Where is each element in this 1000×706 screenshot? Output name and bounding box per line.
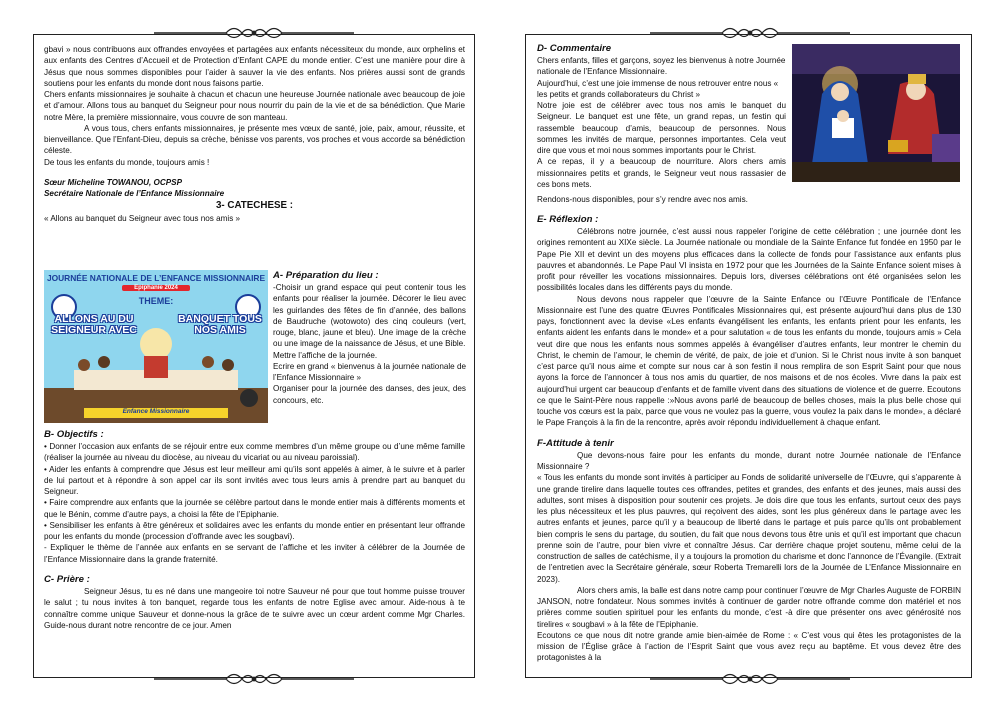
objectif-item: • Donner l’occasion aux enfants de se réjouir entre eux comme membres d’un même groupe ou d’une même famille (réaliser la journée au niveau du diocèse, au niveau du vicariat ou au niveau paroissial). [44,442,465,463]
preparation-paragraph: Ecrire en grand « bienvenus à la journée nationale de l’Enfance Missionnaire » [273,361,466,383]
poster-theme-left: ALLONS AU DU SEIGNEUR AVEC [51,313,137,337]
event-poster-image [44,270,268,423]
commentaire-paragraph: Chers enfants, filles et garçons, soyez les bienvenus à notre Journée nationale de l’Enfance Missionnaire. [537,56,786,77]
reflexion-paragraph: Célébrons notre journée, c’est aussi nous rappeler l’origine de cette célébration ; une journée dont les origines remontent au XIXe siècle. La Journée nationale ou mondiale de la Sainte Enfance fut fondée en 1950 par le Pape Pie XII et devint un des moyens plus efficaces dans la collecte de fonds pour l’assistance aux enfants plus pauvres et abandonnés. Le Pape Paul VI insista en 1972 pour que les Journées de la Sainte Enfance soient mises à profit pour réveiller les vocations missionnaires. Depuis lors, diverses célébrations ont été organisées selon les possibilités locales dans les différents pays du monde. [537,227,961,293]
catechese-heading: 3- CATECHESE : [215,200,294,212]
commentaire-paragraph: Aujourd’hui, c’est une joie immense de nous retrouver entre nous « les petits et grands collaborateurs du Christ » [537,78,779,99]
objectif-item: - Expliquer le thème de l’année aux enfants en se servant de l’affiche et les inviter à célébrer de la Journée de l’Enfance Missionnaire dans la grande fraternité. [44,543,465,564]
reflexion-section [537,213,961,664]
intro-paragraph: gbavi » nous contribuons aux offrandes envoyées et partagées aux enfants nécessiteux du monde, aux orphelins et aux enfants des Centres d’Accueil et de Protection d’Enfant CAPE du monde entier. C’est une manière pour dire à Jésus que nous sommes disponibles pour l’aider à sauver la vie des enfants. Nos prières aussi sont de grands soutiens pour les enfants du monde dont nous faisons partie. [44,45,465,88]
commentaire-paragraph: A ce repas, il y a beaucoup de nourriture. Alors chers amis missionnaires petits et grands, le Seigneur veut nous rassasier de ces bons mets. [537,157,786,189]
commentaire-section [537,42,786,205]
attitude-paragraph: Que devons-nous faire pour les enfants du monde, durant notre Journée nationale de l’Enfance Missionnaire ? [537,450,961,472]
reflexion-heading: E- Réflexion : [537,214,599,225]
bottom-left-ornament [154,670,354,688]
closing-greeting: De tous les enfants du monde, toujours amis ! [44,157,210,167]
poster-illustration [44,270,268,423]
preparation-paragraph: Mettre l’affiche de la journée. [273,350,378,360]
attitude-heading: F-Attitude à tenir [537,437,614,449]
priere-heading: C- Prière : [44,573,90,585]
bottom-right-ornament [650,670,850,688]
intro-paragraph: Chers enfants missionnaires je souhaite à chacun et chacun une heureuse Journée nationale avec beaucoup de joie et d’amour. Allons tous au banquet du Seigneur pour nous nourrir du pain de la vie et de sa bénédiction. Que Marie notre Mère, la première missionnaire, vous couvre de son manteau. [44,90,465,122]
top-left-ornament [154,24,354,42]
attitude-paragraph: Alors chers amis, la balle est dans notre camp pour continuer l’œuvre de Mgr Charles Auguste de FORBIN JANSON, notre fondateur. Nous sommes invités à continuer de garder notre offrande comme don matériel et nos prières comme soutien spirituel pour les enfants du monde, c’est -à dire que présenter ons avec générosité nos tirelires « sougbavi » à la fête de l’Epiphanie. [537,585,961,629]
poster-theme-label: THEME: [138,296,174,306]
priere-paragraph: Seigneur Jésus, tu es né dans une mangeoire toi notre Sauveur né pour que tout homme puisse trouver le salut ; tu nous invites à ton banquet, regarde tous les enfants de notre Eglise avec amour. Aide-nous à te connaître comme unique Sauveur et donne-nous la grâce de te suivre avec un cœur ardent comme Mgr Charles. Guide-nous durant notre rencontre de ce jour. Amen [44,587,465,630]
nativity-illustration [792,44,960,182]
preparation-paragraph: -Choisir un grand espace qui peut contenir tous les enfants pour réaliser la journée. Décorer le lieu avec les guirlandes des fêtes de fin d’année, des ballons de Baudruche (wotowoto) des cinq couleurs (vert, rouge, blanc, jaune et bleu). Une image de la crèche ou une image de la naissance de Jésus, et une Bible. [273,283,466,349]
preparation-heading: A- Préparation du lieu : [273,270,379,281]
preparation-paragraph: Organiser pour la journée des danses, des jeux, des concours, etc. [273,384,466,405]
commentaire-heading: D- Commentaire [537,43,612,54]
catechese-subtitle: « Allons au banquet du Seigneur avec tous nos amis » [44,213,241,223]
intro-paragraph: A vous tous, chers enfants missionnaires, je présente mes vœux de santé, joie, paix, amour, réussite, et bienveillance. Que l’Enfant-Dieu, depuis sa crèche, bénisse vos parents, vos proches et vous accorde sa bénédiction céleste. [44,123,465,156]
top-right-ornament [650,24,850,42]
poster-title: JOURNÉE NATIONALE DE L’ENFANCE MISSIONNAIRE [46,273,266,283]
poster-epiphanie-badge: Epiphanie 2024 [122,285,190,291]
left-intro-block [44,44,465,224]
commentaire-paragraph: Notre joie est de célébrer avec tous nos amis le banquet du Seigneur. Le banquet est une fête, un grand repas, un festin qui rassemble beaucoup d’amis, beaucoup de personnes. Nous sommes les invités de marque, personnes importantes. Cela veut dire que vous et moi nous sommes importants pour le Christ. [537,101,786,156]
signature-name: Sœur Micheline TOWANOU, OCPSP [44,177,182,187]
signature-title: Secrétaire Nationale de l’Enfance Missionnaire [44,189,225,198]
objectif-item: • Aider les enfants à comprendre que Jésus est leur meilleur ami qu’ils sont appelés à aimer, à le suivre et à parler de lui partout et à répondre à son appel car ils sont invités avec tous leurs amis à prendre part au banquet du Seigneur. [44,464,465,497]
attitude-paragraph: Ecoutons ce que nous dit notre grande amie bien-aimée de Rome : « C’est vous qui êtes les protagonistes de la mission de l’Église grâce à l’action de l’Esprit Saint que vous avez reçu au baptême. Et vous devez être des protagonistes à la [537,630,961,663]
reflexion-paragraph: Nous devons nous rappeler que l’œuvre de la Sainte Enfance ou l’Œuvre Pontificale de l’Enfance Missionnaire est l’une des quatre Œuvres Pontificales Missionnaires qui, est présente aujourd’hui dans plus de 130 pays, fonctionnent avec la devise «Les enfants évangélisent les enfants, les enfants prient pour les enfants, les enfants aident les enfants dans le monde» et a pour salutation « de tous les enfants du monde, toujours amis » Cela veut dire que nous les enfants nous sommes appelés à évangéliser d’autres enfants, leur montrer le chemin du Christ, le chemin de l’amour, le chemin de vérité, de paix, de joie et d’union. Si le Christ nous invite à son banquet c’est parce qu’il nous aime et compte sur nous car à son festin il nous remplira de son Esprit Saint pour que nous ayons la force de l’annoncer à tous nos amis du quartier, de nos maisons et de nos écoles. Vivre dans la paix est aujourd’hui urgent car beaucoup d’enfants et de famille vivent dans des situations de violence et de guerre. Ecoutons ce que le Saint-Père nous rappelle :»Nous avons parlé de beaucoup de belles choses, mais la plus belle chose qui touche vos cœurs est la paix, parce que vous ne voulez pas la guerre, vous voulez la paix dans le monde», a déclaré le Pape François à la fin de la rencontre, après avoir répondu individuellement à chaque enfant. [537,294,961,428]
nativity-painting [792,44,960,182]
objectif-item: • Faire comprendre aux enfants que la journée se célèbre partout dans le monde entier mais à différents moments et que le Bénin, comme d’autre pays, a choisi la fête de l’Epiphanie. [44,498,465,519]
preparation-section [273,269,466,406]
commentaire-paragraph: Rendons-nous disponibles, pour s’y rendre avec nos amis. [537,195,748,205]
objectif-item: • Sensibiliser les enfants à être généreux et solidaires avec les enfants du monde entier en présentant leur offrande pour les enfants du monde (procession d’offrande avec les sougbavi). [44,520,465,542]
objectifs-heading: B- Objectifs : [44,429,104,440]
poster-footer: Enfance Missionnaire [122,408,190,415]
poster-theme-right: BANQUET TOUS NOS AMIS [178,313,262,337]
objectifs-section [44,428,465,631]
attitude-paragraph: « Tous les enfants du monde sont invités à participer au Fonds de solidarité universelle de l’Œuvre, qui s’apparente à une grande tirelire dans laquelle toutes ces offrandes, petites et grandes, des enfants et des jeunes, mais aussi des adultes, sont mises à disposition pour soutenir ces projets. Je dois dire que tous les enfants, surtout ceux des pays les plus nécessiteux et les plus pauvres, qui reçoivent des aides, sont les plus généreux dans le partage avec les autres enfants et jeunes, parce qu’il y a beaucoup de liberté dans le partage et puis parce qu’ils ont probablement bien compris le sens du partage, du soutien, du fait que nous devons tous être unis et qu’il est important que chacun prenne soin de l’autre, pour bien vivre et connaître Jésus. Car derrière chaque projet soutenu, même celui de la construction de salles de catéchisme, il y a toujours la promotion du charisme et donc l’annonce de l’Évangile. (Extrait de l’entretien avec la Secrétaire générale, sœur Roberta Tremarelli lors de la Journée de L’Enfance Missionnaire en 2023). [537,473,961,584]
